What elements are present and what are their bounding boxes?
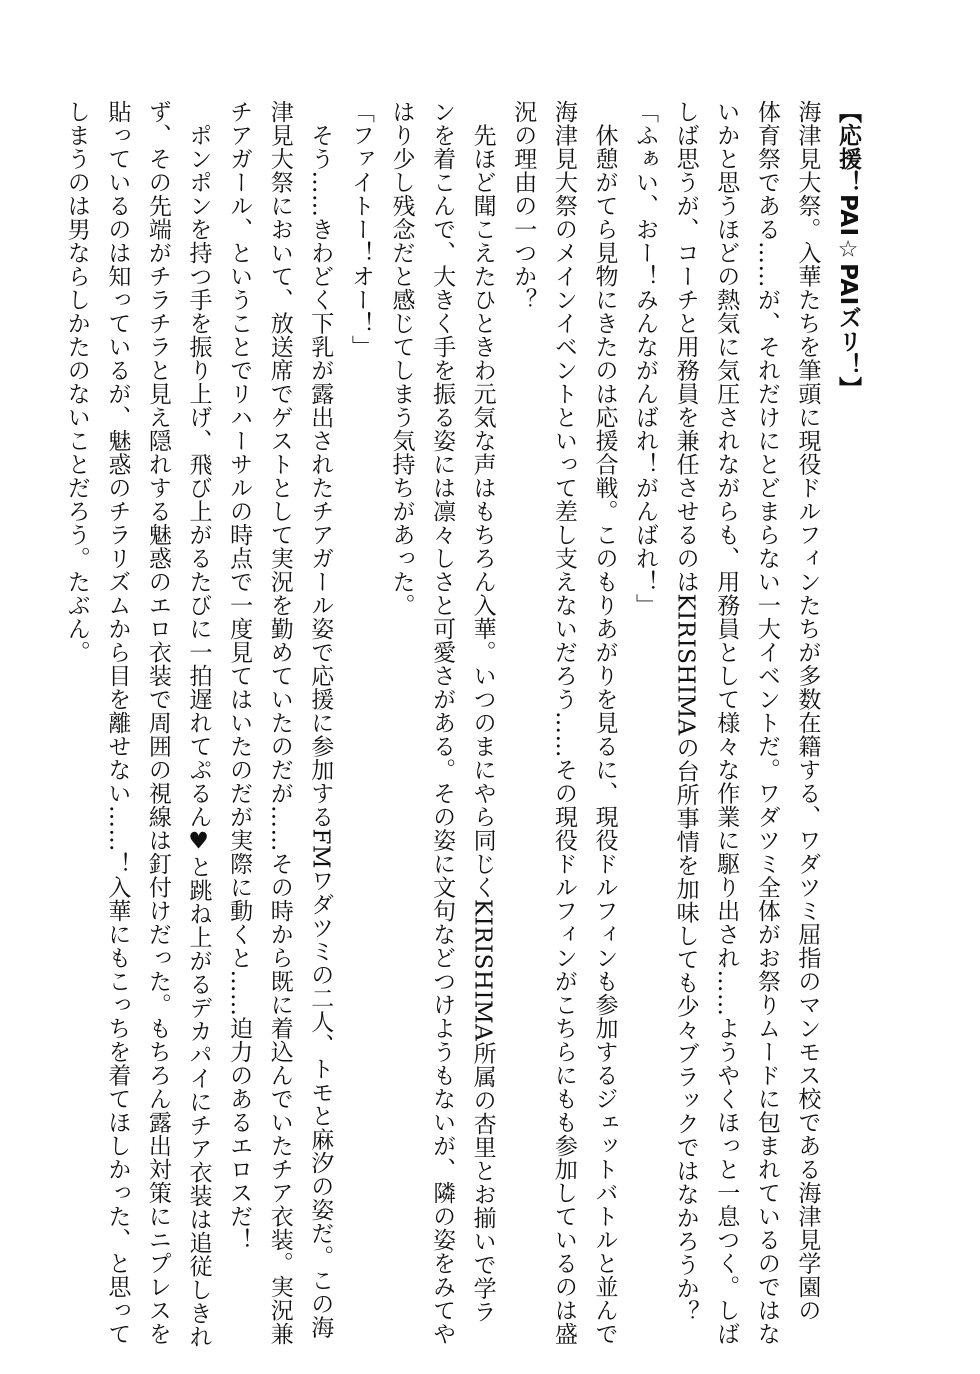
text-line: 休憩がてら見物にきたのは応援合戦。このもりあがりを見るに、現役ドルフィンも参加するジェットバトルと並んで xyxy=(591,100,618,1346)
text-line: そう……きわどく下乳が露出されたチアガール姿で応援に参加するFMワダツミの二人、トモと麻汐の姿だ。この海 xyxy=(307,100,334,1340)
text-line: 津見大祭において、放送席でゲストとして実況を勤めていたのだが……その時から既に着込んでいたチア衣装。実況兼 xyxy=(266,100,293,1346)
text-line: 先ほど聞こえたひときわ元気な声はもちろん入華。いつのまにやら同じくKIRISHIMA所属の杏里とお揃いで学ラ xyxy=(469,100,496,1324)
section-heading: 【応援！PAI☆PAIズリ！】 xyxy=(835,100,861,400)
text-line: 況の理由の一つか？ xyxy=(510,100,537,312)
dialogue-line: 「ふぁい、おー！みんながんばれ！がんばれ！」 xyxy=(632,100,659,617)
text-line: ンを着こんで、大きく手を振る姿には凛々しさと可愛さがある。その姿に文句などつけようもないが、隣の姿をみてや xyxy=(429,100,456,1346)
dialogue-line: 「ファイトー！オー！」 xyxy=(347,100,374,359)
text-line: チアガール、ということでリハーサルの時点で一度見てはいたのだが実際に動くと……迫力のあるエロスだ！ xyxy=(226,100,253,1252)
text-line: 海津見大祭。入華たちを筆頭に現役ドルフィンたちが多数在籍する、ワダツミ屈指のマンモス校である海津見学園の xyxy=(794,100,821,1322)
text-line: はり少し残念だと感じてしまう気持ちがあった。 xyxy=(388,100,415,617)
text-line: 貼っているのは知っているが、魅惑のチラリズムから目を離せない……！入華にもこっちを着てほしかった、と思って xyxy=(104,100,131,1346)
text-line: しば思うが、コーチと用務員を兼任させるのはKIRISHIMAの台所事情を加味しても少々ブラックではなかろうか？ xyxy=(672,100,699,1324)
text-line: 体育祭である……が、それだけにとどまらない一大イベントだ。ワダツミ全体がお祭りムードに包まれているのではな xyxy=(753,100,780,1346)
text-line: いかと思うほどの熱気に気圧されながらも、用務員として様々な作業に駆り出され……ようやくほっと一息つく。しば xyxy=(713,100,740,1346)
text-line: ず、その先端がチラチラと見え隠れする魅惑のエロ衣装で周囲の視線は釘付けだった。もちろん露出対策にニプレスを xyxy=(144,100,171,1346)
text-line: しまうのは男ならしかたのないことだろう。たぶん。 xyxy=(63,100,90,664)
vertical-text-body xyxy=(63,100,868,1349)
text-line: 海津見大祭のメインイベントといって差し支えないだろう……その現役ドルフィンがこちらにもも参加しているのは盛 xyxy=(550,100,577,1346)
text-line: ポンポンを持つ手を振り上げ、飛び上がるたびに一拍遅れてぷるん♥と跳ね上がるデカパイにチア衣装は追従しきれ xyxy=(185,100,212,1349)
